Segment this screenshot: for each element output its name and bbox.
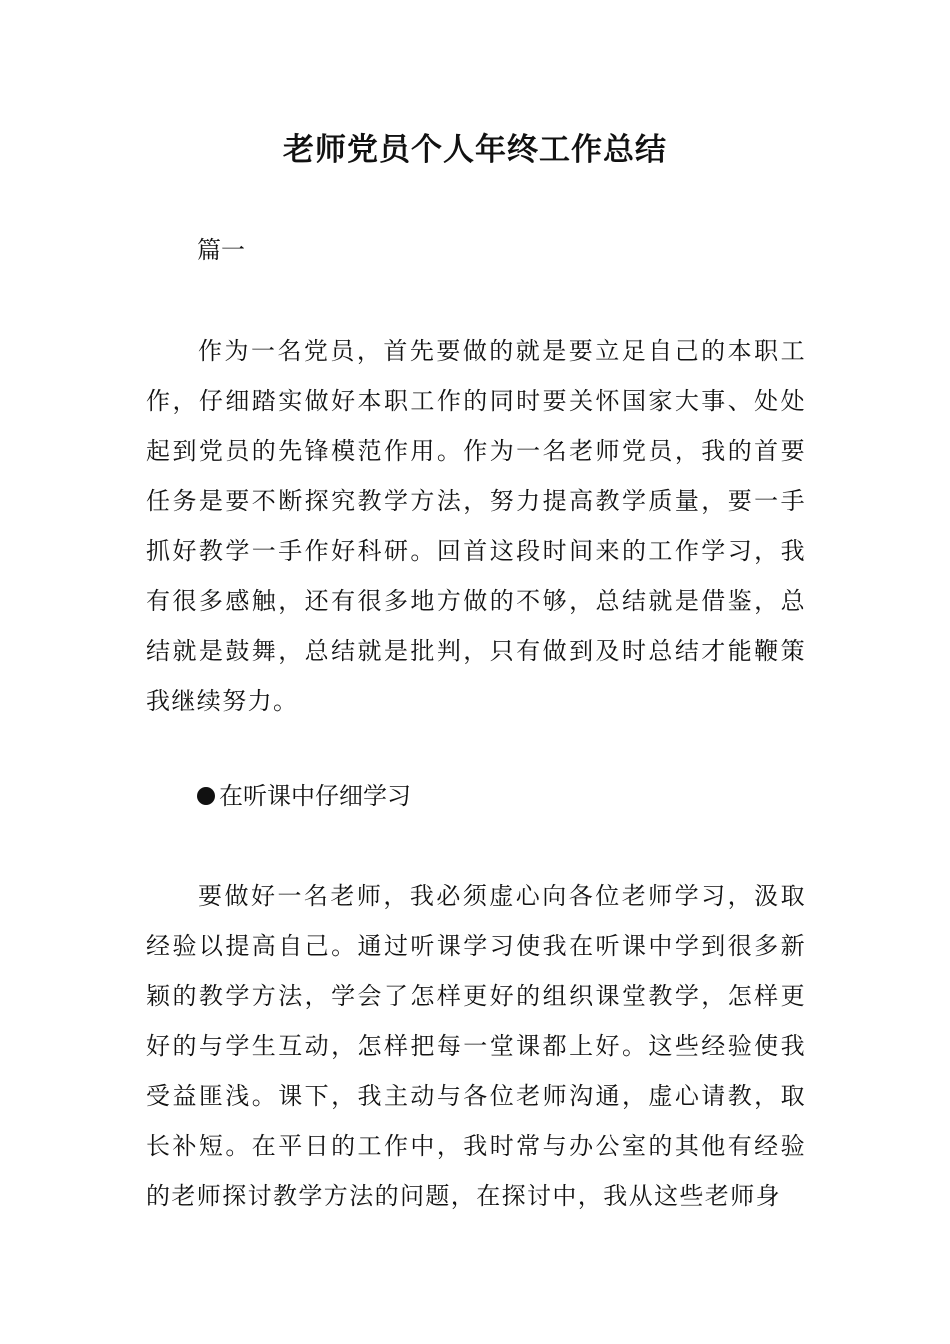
paragraph-learning: 要做好一名老师，我必须虚心向各位老师学习，汲取经验以提高自己。通过听课学习使我在听课中学到很多新颖的教学方法，学会了怎样更好的组织课堂教学，怎样更好的与学生互动，怎样把每一堂课都上好。这些经验使我受益匪浅。课下，我主动与各位老师沟通，虚心请教，取长补短。在平日的工作中，我时常与办公室的其他有经验的老师探讨教学方法的问题，在探讨中，我从这些老师身 — [146, 882, 806, 1210]
bullet-heading — [197, 776, 411, 816]
section-label: 篇一 — [197, 236, 245, 264]
paragraph-intro: 作为一名党员，首先要做的就是要立足自己的本职工作，仔细踏实做好本职工作的同时要关怀国家大事、处处起到党员的先锋模范作用。作为一名老师党员，我的首要任务是要不断探究教学方法，努力提高教学质量，要一手抓好教学一手作好科研。回首这段时间来的工作学习，我有很多感触，还有很多地方做的不够，总结就是借鉴，总结就是鼓舞，总结就是批判，只有做到及时总结才能鞭策我继续努力。 — [146, 337, 806, 715]
document-title: 老师党员个人年终工作总结 — [283, 132, 667, 168]
bullet-heading-text: 在听课中仔细学习 — [219, 782, 411, 810]
filled-circle-bullet-icon — [197, 787, 215, 805]
